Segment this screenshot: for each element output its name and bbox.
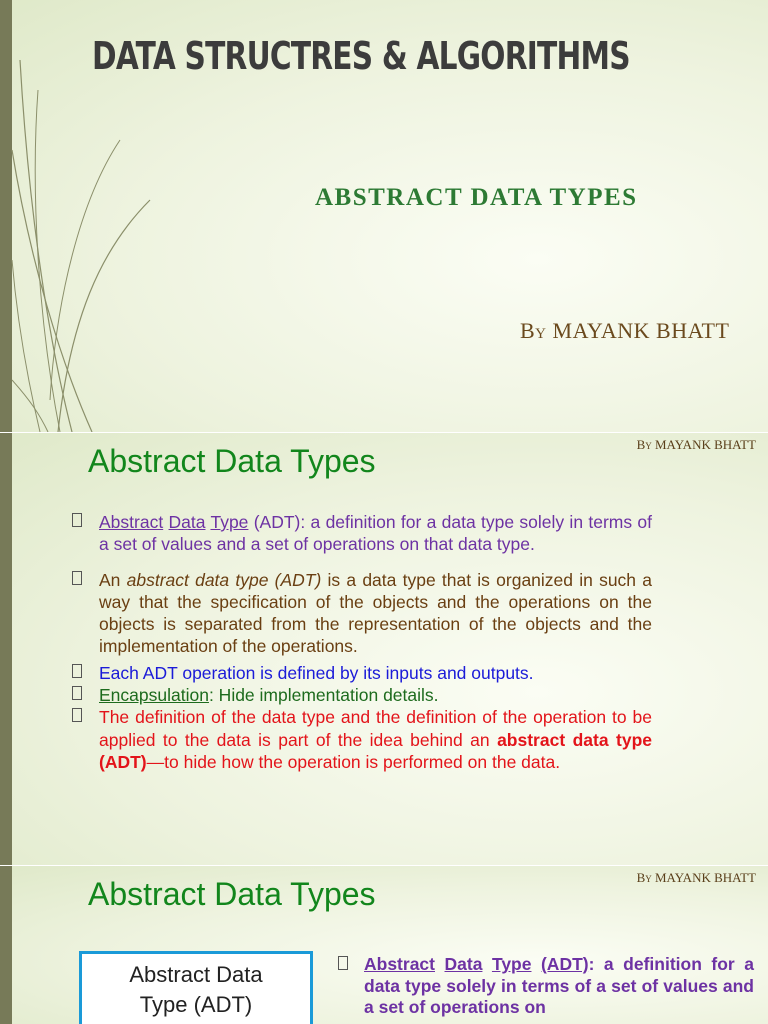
list-item [72,662,652,684]
bold-term: abstract data type (ADT) [99,729,652,772]
slide-adt-diagram [0,866,768,1024]
adt-box-line: Abstract Data [129,962,263,987]
list-item [72,706,652,773]
bullet-square-icon [72,686,82,700]
bullet-square-icon [338,956,348,970]
adt-box [79,951,313,1024]
list-item [72,511,652,556]
term-word: Type [491,954,532,974]
slide-heading: Abstract Data Types [88,443,376,479]
bullet-square-icon [72,513,82,527]
bullet-text: is a data type that is organized in such a way that the specification of the objects and the operations on the objects is separated from the representation of the objects and the implementation of the operations. [99,569,652,657]
slide-left-bar [0,433,12,865]
presentation-subtitle: ABSTRACT DATA TYPES [315,184,638,211]
bullet-text: The definition of the data type and the definition of the operation to be applied to the data is part of the idea behind an [99,707,652,750]
bullet-square-icon [72,571,82,585]
term-word: Data [444,954,483,974]
corner-byline: By MAYANK BHATT [636,437,756,452]
bullet-text: An [99,569,127,590]
bullet-text: —to hide how the operation is performed on the data. [146,751,561,772]
term-word: Type [210,512,249,532]
author-byline: By MAYANK BHATT [520,318,730,343]
bullet-text: : Hide implementation details. [208,685,439,706]
corner-byline: By MAYANK BHATT [636,870,756,885]
term-word: Abstract [364,954,435,974]
list-item [72,569,652,658]
encapsulation-term: Encapsulation [99,685,209,706]
term-word: (ADT) [540,954,589,974]
slide-title-page [0,0,768,432]
bullet-square-icon [72,664,82,678]
bullet-text: Each ADT operation is defined by its inputs and outputs. [99,662,534,683]
bullet-text: (ADT): a definition for a data type solely in terms of a set of values and a set of operations on that data type. [99,512,652,555]
bullet-list [72,511,652,773]
presentation-title: DATA STRUCTRES & ALGORITHMS [92,34,630,78]
bullet-square-icon [72,708,82,722]
italic-term: abstract data type (ADT) [126,569,322,590]
term-word: Data [168,512,206,532]
bullet-text: : a definition for a data type solely in terms of a set of values and a set of operations on [364,954,754,1017]
list-item [72,684,652,706]
list-item [338,954,754,1019]
adt-box-line: Type (ADT) [139,992,253,1017]
term-word: Abstract [99,512,164,532]
slide-adt-definitions [0,433,768,865]
slide-left-bar [0,866,12,1024]
slide-heading: Abstract Data Types [88,876,376,912]
